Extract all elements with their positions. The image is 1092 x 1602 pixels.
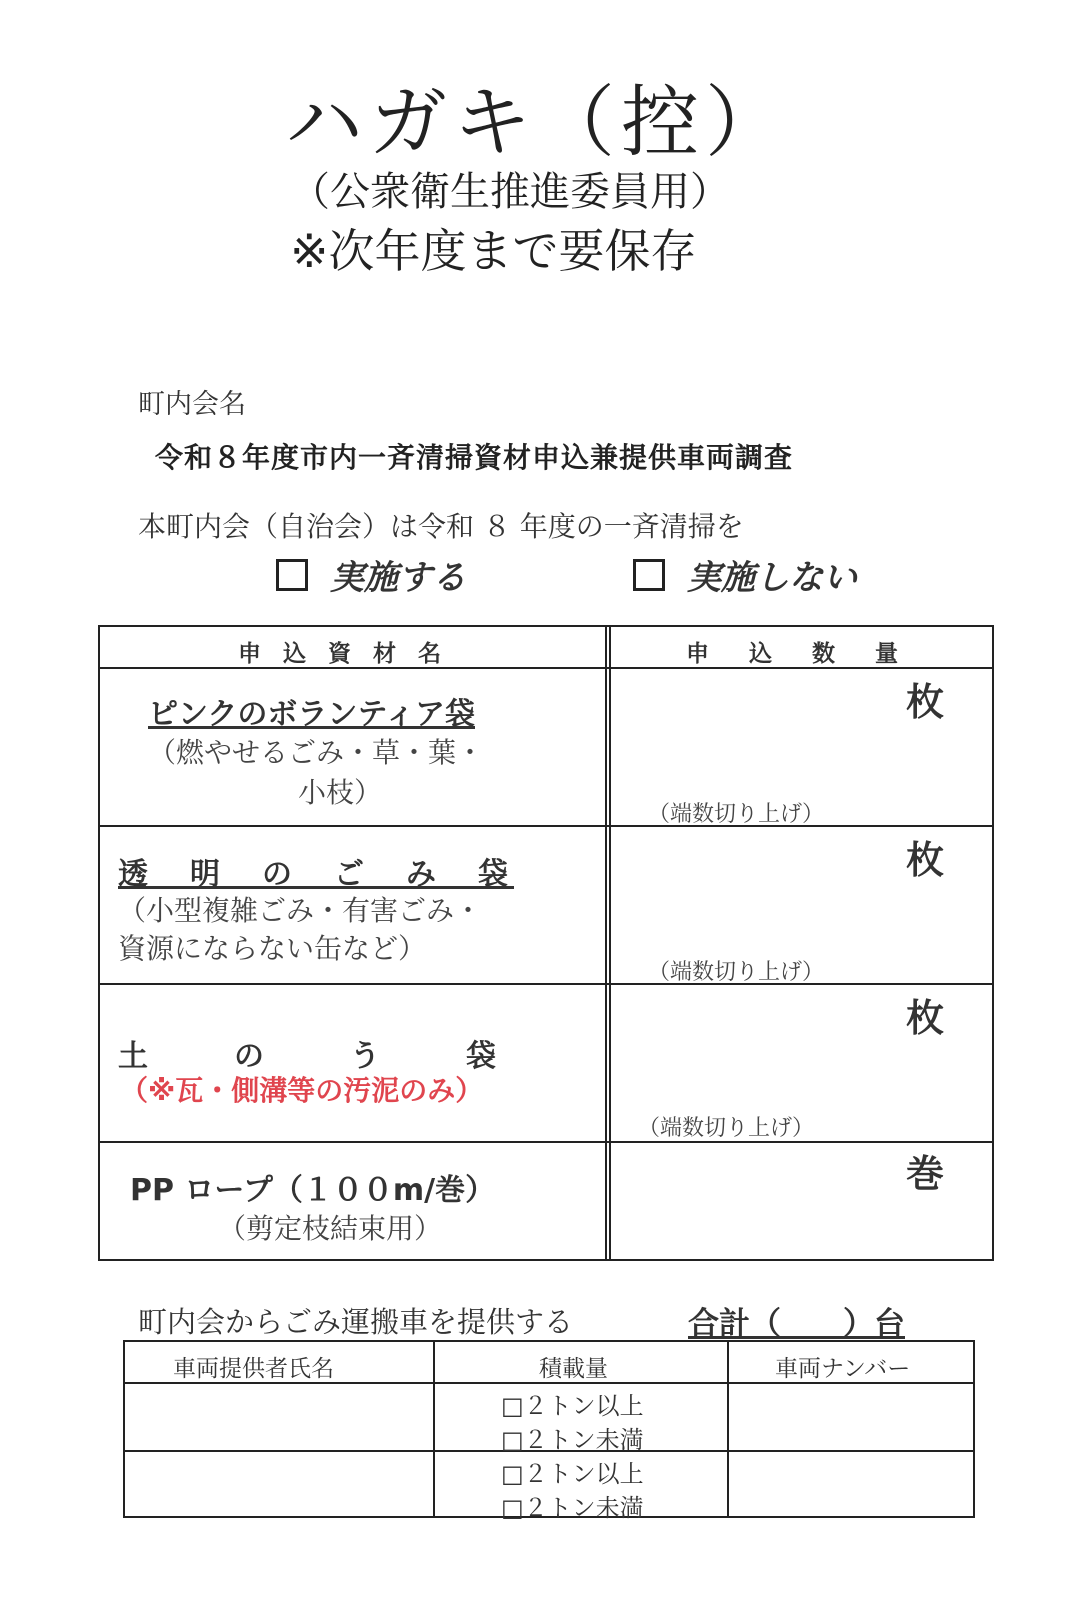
vehicle-table (123, 1340, 975, 1522)
cleanup-intro-text: 本町内会（自治会）は令和 ８ 年度の一斉清掃を (138, 510, 744, 543)
option-not-implement[interactable] (633, 550, 857, 599)
material-note-line: （※瓦・側溝等の汚泥のみ） (120, 1074, 484, 1107)
roundup-note: （端数切り上げ） (648, 802, 825, 827)
column-divider (433, 1342, 435, 1516)
page-title: ハガキ（控） (285, 78, 790, 168)
material-note-line: 資源にならない缶など） (118, 932, 427, 965)
header-load-capacity: 積載量 (539, 1356, 608, 1382)
header-vehicle-number: 車両ナンバー (775, 1356, 911, 1382)
capacity-option[interactable]: □２トン以上 (501, 1460, 644, 1488)
material-note-line: 小枝） (298, 776, 383, 809)
row-divider (100, 825, 992, 827)
survey-title: 令和８年度市内一斉清掃資材申込兼提供車両調査 (155, 441, 794, 474)
quantity-unit: 枚 (906, 996, 945, 1040)
vehicle-intro-text: 町内会からごみ運搬車を提供する (138, 1305, 574, 1339)
row-divider (100, 1141, 992, 1143)
vehicle-total[interactable]: 合計（ ）台 (688, 1306, 905, 1342)
header-quantity: 申込数量 (686, 641, 938, 667)
header-provider-name: 車両提供者氏名 (173, 1356, 334, 1382)
retention-notice: ※次年度まで要保存 (290, 224, 697, 278)
capacity-option[interactable]: □２トン以上 (501, 1392, 644, 1420)
quantity-unit: 枚 (906, 838, 945, 882)
implement-checkbox[interactable] (276, 559, 308, 591)
quantity-unit: 枚 (906, 680, 945, 724)
capacity-option[interactable]: □２トン未満 (501, 1426, 644, 1454)
quantity-unit: 巻 (906, 1152, 945, 1196)
column-divider (605, 627, 611, 1259)
not-implement-checkbox[interactable] (633, 559, 665, 591)
implement-label: 実施する (330, 558, 466, 598)
materials-table (98, 625, 994, 1261)
column-divider (727, 1342, 729, 1516)
page-subtitle: （公衆衛生推進委員用） (290, 169, 730, 215)
capacity-option[interactable]: □２トン未満 (501, 1494, 644, 1522)
association-name-label: 町内会名 (138, 389, 246, 420)
not-implement-label: 実施しない (687, 558, 857, 598)
option-implement[interactable] (276, 550, 466, 599)
material-name-clear-bag: 透 明 の ご み 袋 (118, 857, 514, 892)
material-name-pp-rope: PP ロープ（１００m/巻） (130, 1173, 496, 1208)
material-name-pink-bag: ピンクのボランティア袋 (148, 697, 475, 732)
material-note-line: （剪定枝結束用） (218, 1212, 443, 1245)
row-divider (100, 983, 992, 985)
material-name-sandbag: 土 の う 袋 (118, 1039, 524, 1074)
roundup-note: （端数切り上げ） (648, 960, 825, 985)
material-note-line: （燃やせるごみ・草・葉・ (148, 736, 485, 769)
header-material-name: 申込資材名 (238, 641, 463, 667)
roundup-note: （端数切り上げ） (638, 1116, 815, 1141)
material-note-line: （小型複雑ごみ・有害ごみ・ (118, 894, 483, 927)
